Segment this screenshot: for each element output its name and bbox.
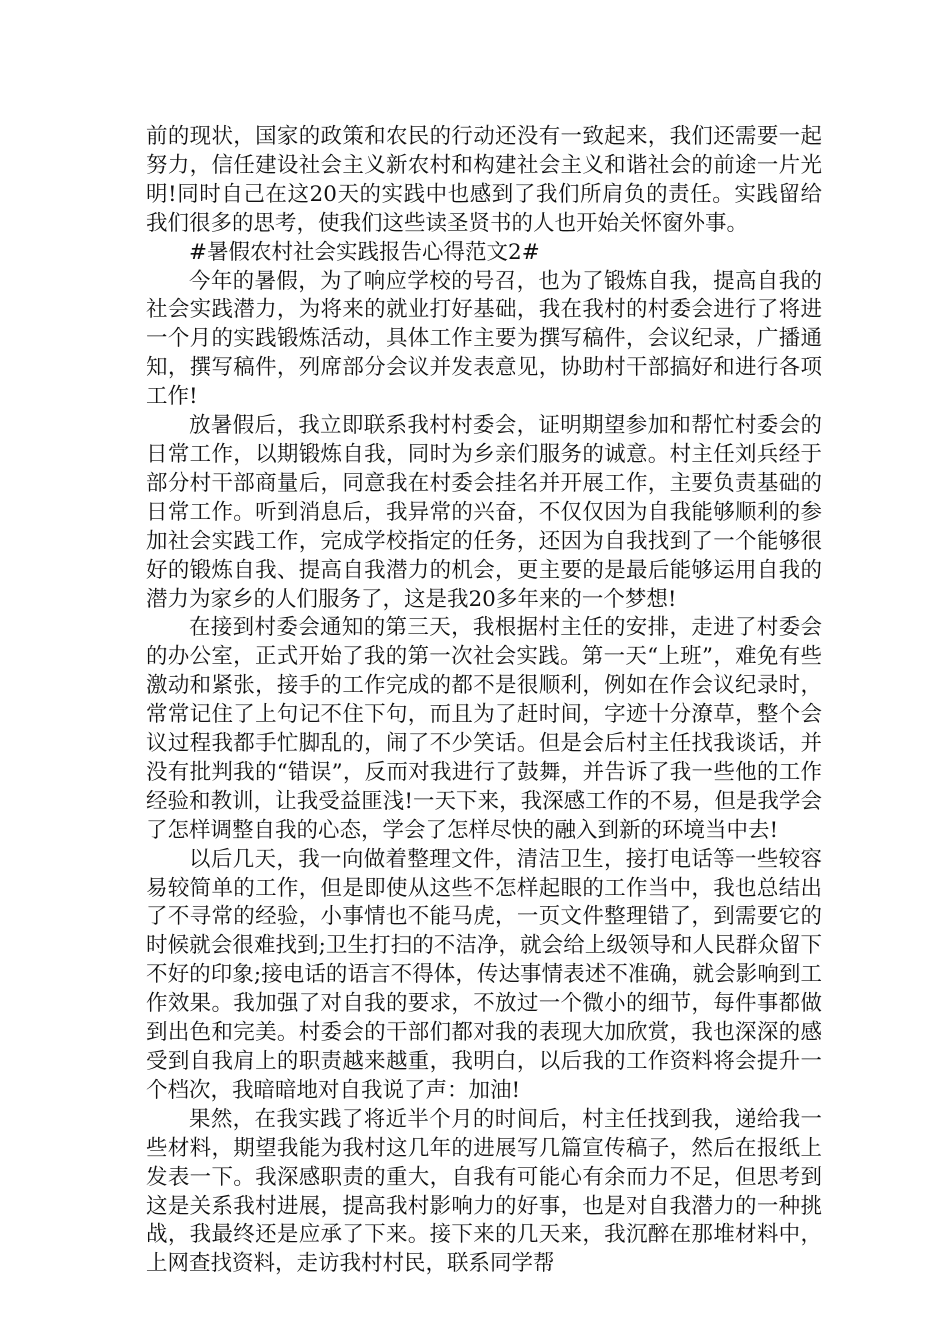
paragraph: 在接到村委会通知的第三天，我根据村主任的安排，走进了村委会的办公室，正式开始了我的第一次社会实践。第一天“上班”，难免有些激动和紧张，接手的工作完成的都不是很顺利，例如在作会议纪录时，常常记住了上句记不住下句，而且为了赶时间，字迹十分潦草，整个会议过程我都手忙脚乱的，闹了不少笑话。但是会后村主任找我谈话，并没有批判我的“错误”，反而对我进行了鼓舞，并告诉了我一些他的工作经验和教训，让我受益匪浅!一天下来，我深感工作的不易，但是我学会了怎样调整自我的心态，学会了怎样尽快的融入到新的环境当中去! (146, 615, 822, 843)
paragraph: 今年的暑假，为了响应学校的号召，也为了锻炼自我，提高自我的社会实践潜力，为将来的就业打好基础，我在我村的村委会进行了将进一个月的实践锻炼活动，具体工作主要为撰写稿件，会议纪录，广播通知，撰写稿件，列席部分会议并发表意见，协助村干部搞好和进行各项工作! (146, 268, 822, 410)
paragraph: 以后几天，我一向做着整理文件，清洁卫生，接打电话等一些较容易较简单的工作，但是即使从这些不怎样起眼的工作当中，我也总结出了不寻常的经验，小事情也不能马虎，一页文件整理错了，到需要它的时候就会很难找到;卫生打扫的不洁净，就会给上级领导和人民群众留下不好的印象;接电话的语言不得体，传达事情表述不准确，就会影响到工作效果。我加强了对自我的要求，不放过一个微小的细节，每件事都做到出色和完美。村委会的干部们都对我的表现大加欣赏，我也深深的感受到自我肩上的职责越来越重，我明白，以后我的工作资料将会提升一个档次，我暗暗地对自我说了声：加油! (146, 846, 822, 1103)
paragraph: 放暑假后，我立即联系我村村委会，证明期望参加和帮忙村委会的日常工作，以期锻炼自我，同时为乡亲们服务的诚意。村主任刘兵经于部分村干部商量后，同意我在村委会挂名并开展工作，主要负责基础的日常工作。听到消息后，我异常的兴奋，不仅仅因为自我能够顺利的参加社会实践工作，完成学校指定的任务，还因为自我找到了一个能够很好的锻炼自我、提高自我潜力的机会，更主要的是最后能够运用自我的潜力为家乡的人们服务了，这是我20多年来的一个梦想! (146, 413, 822, 612)
paragraph-continuation: 前的现状，国家的政策和农民的行动还没有一致起来，我们还需要一起努力，信任建设社会主义新农村和构建社会主义和谐社会的前途一片光明!同时自己在这20天的实践中也感到了我们所肩负的责任。实践留给我们很多的思考，使我们这些读圣贤书的人也开始关怀窗外事。 (146, 124, 822, 236)
document-page (146, 123, 822, 1279)
paragraph: 果然，在我实践了将近半个月的时间后，村主任找到我，递给我一些材料，期望我能为我村这几年的进展写几篇宣传稿子，然后在报纸上发表一下。我深感职责的重大，自我有可能心有余而力不足，但思考到这是关系我村进展，提高我村影响力的好事，也是对自我潜力的一种挑战，我最终还是应承了下来。接下来的几天来，我沉醉在那堆材料中，上网查找资料，走访我村村民，联系同学帮 (146, 1106, 822, 1277)
section-heading: #暑假农村社会实践报告心得范文2# (189, 239, 540, 265)
